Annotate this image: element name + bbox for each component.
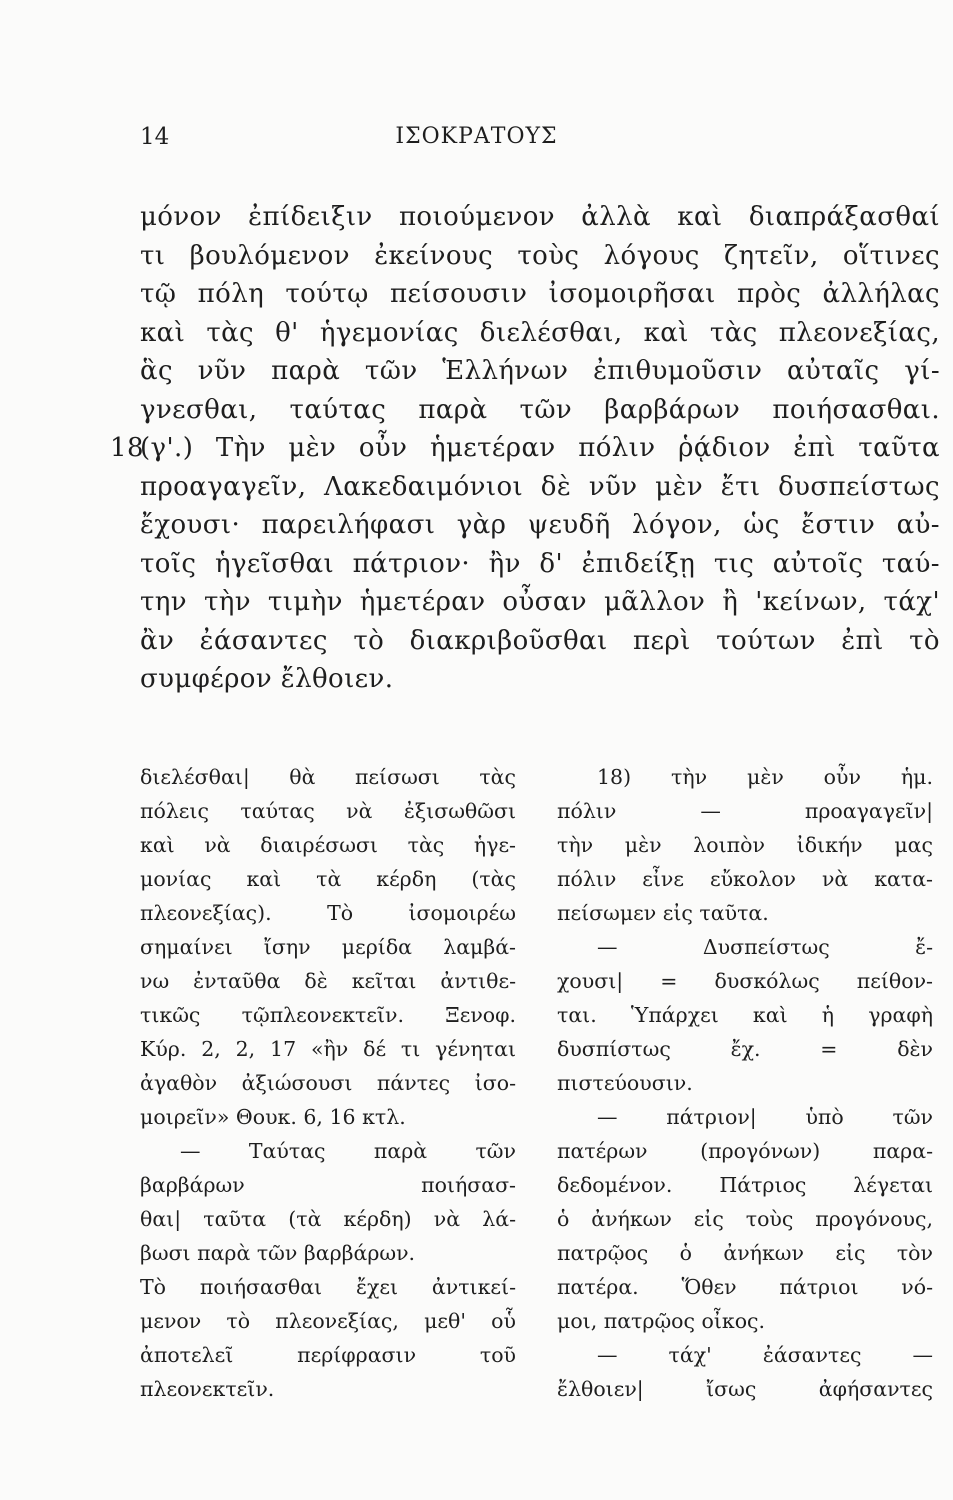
note-line: μοιρεῖν» Θουκ. 6, 16 κτλ.: [140, 1105, 406, 1129]
note-line: χουσι| = δυσκόλως πείθον-: [557, 969, 933, 993]
main-text-line: τοῖς ἡγεῖσθαι πάτριον· ἢν δ' ἐπιδείξῃ τις αὐτοῖς ταύ-: [140, 548, 940, 579]
page-number: 14: [140, 124, 170, 150]
note-line: μενον τὸ πλεονεξίας, μεθ' οὗ: [140, 1309, 516, 1333]
note-line: — Ταύτας παρὰ τῶν: [180, 1139, 516, 1163]
main-text-line: προαγαγεῖν, Λακεδαιμόνιοι δὲ νῦν μὲν ἔτι δυσπείστως: [140, 471, 940, 502]
note-line: δεδομένον. Πάτριος λέγεται: [557, 1173, 933, 1197]
note-line: καὶ νὰ διαιρέσωσι τὰς ἡγε-: [140, 833, 516, 857]
main-text-line: ἔχουσι· παρειλήφασι γὰρ ψευδῆ λόγον, ὡς ἔστιν αὐ-: [140, 510, 940, 540]
commentary-right-column: [557, 760, 933, 1406]
section-number: 18: [110, 433, 144, 463]
note-line: — πάτριον| ὑπὸ τῶν: [597, 1105, 933, 1129]
main-text-line: μόνον ἐπίδειξιν ποιούμενον ἀλλὰ καὶ διαπράξασθαί: [140, 202, 940, 232]
note-line: ὁ ἀνήκων εἰς τοὺς προγόνους,: [557, 1207, 933, 1231]
main-text-line: την τὴν τιμὴν ἡμετέραν οὖσαν μᾶλλον ἢ 'κείνων, τάχ': [140, 587, 940, 617]
note-line: ἔλθοιεν| ἴσως ἀφήσαντες: [557, 1377, 933, 1401]
note-line: πλεονεξίας). Τὸ ἰσομοιρέω: [140, 901, 516, 925]
main-text-line: τι βουλόμενον ἐκείνους τοὺς λόγους ζητεῖν, οἵτινες: [140, 240, 940, 271]
note-line: θαι| ταῦτα (τὰ κέρδη) νὰ λά-: [140, 1207, 516, 1231]
note-line: ἀποτελεῖ περίφρασιν τοῦ: [140, 1343, 516, 1367]
commentary-left-column: [140, 760, 516, 1406]
main-text-line: καὶ τὰς θ' ἡγεμονίας διελέσθαι, καὶ τὰς πλεονεξίας,: [140, 317, 940, 348]
main-text-line: τῷ πόλη τούτῳ πείσουσιν ἰσομοιρῆσαι πρὸς ἀλλήλας: [140, 279, 940, 309]
note-line: 18) τὴν μὲν οὖν ἡμ.: [597, 765, 933, 789]
note-line: — τάχ' ἐάσαντες —: [597, 1343, 933, 1367]
note-line: πατέρα. Ὅθεν πάτριοι νό-: [557, 1275, 933, 1299]
note-line: μοι, πατρῷος οἶκος.: [557, 1309, 766, 1333]
note-line: δυσπίστως ἔχ. = δὲν: [557, 1037, 933, 1061]
running-head: ΙΣΟΚΡΑΤΟΥΣ: [395, 124, 558, 149]
note-line: πατέρων (προγόνων) παρα-: [557, 1139, 933, 1163]
main-text-line: ἂν ἐάσαντες τὸ διακριβοῦσθαι περὶ τούτων ἐπὶ τὸ: [140, 625, 940, 656]
note-line: βαρβάρων ποιήσασ-: [140, 1173, 516, 1197]
note-line: πόλιν εἶνε εὔκολον νὰ κατα-: [557, 867, 933, 891]
note-line: βωσι παρὰ τῶν βαρβάρων.: [140, 1241, 416, 1265]
note-line: ται. Ὑπάρχει καὶ ἡ γραφὴ: [557, 1003, 933, 1027]
note-line: πόλιν — προαγαγεῖν|: [557, 799, 933, 823]
note-line: τὴν μὲν λοιπὸν ἰδικήν μας: [557, 833, 933, 857]
note-line: πείσωμεν εἰς ταῦτα.: [557, 901, 769, 925]
main-text-line-content: (γ'.) Τὴν μὲν οὖν ἡμετέραν πόλιν ῥᾴδιον ἐπὶ ταῦτα: [140, 433, 940, 463]
note-line: μονίας καὶ τὰ κέρδη (τὰς: [140, 867, 516, 891]
main-text-line-section-start: [110, 429, 940, 468]
page-header: [0, 124, 953, 154]
main-text-line: συμφέρον ἔλθοιεν.: [140, 664, 394, 694]
note-line: πατρῷος ὁ ἀνήκων εἰς τὸν: [557, 1241, 933, 1265]
main-text-line: ἃς νῦν παρὰ τῶν Ἑλλήνων ἐπιθυμοῦσιν αὐταῖς γί-: [140, 356, 940, 386]
note-line: Κύρ. 2, 2, 17 «ἢν δέ τι γένηται: [140, 1037, 516, 1061]
note-line: Τὸ ποιήσασθαι ἔχει ἀντικεί-: [140, 1275, 516, 1299]
note-line: — Δυσπείστως ἔ-: [597, 935, 933, 959]
note-line: σημαίνει ἴσην μερίδα λαμβά-: [140, 935, 516, 959]
note-line: πιστεύουσιν.: [557, 1071, 693, 1095]
note-line: πλεονεκτεῖν.: [140, 1377, 275, 1401]
note-line: τικῶς τῷπλεονεκτεῖν. Ξενοφ.: [140, 1003, 516, 1027]
note-line: νω ἐνταῦθα δὲ κεῖται ἀντιθε-: [140, 969, 516, 993]
main-text-line: γνεσθαι, ταύτας παρὰ τῶν βαρβάρων ποιήσασθαι.: [140, 394, 940, 425]
main-text: [110, 198, 940, 699]
note-line: ἀγαθὸν ἀξιώσουσι πάντες ἰσο-: [140, 1071, 516, 1095]
note-line: διελέσθαι| θὰ πείσωσι τὰς: [140, 765, 516, 789]
note-line: πόλεις ταύτας νὰ ἐξισωθῶσι: [140, 799, 516, 823]
